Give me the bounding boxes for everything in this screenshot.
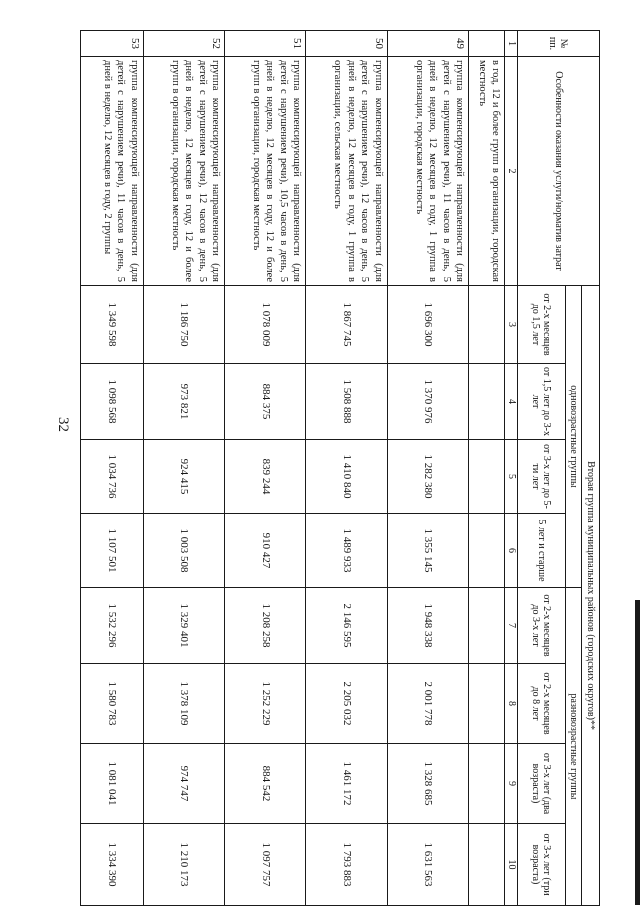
header-features: Особенности оказания услуги/норматив затрат [518,57,600,286]
table-row [225,31,306,906]
page-number: 32 [55,417,71,432]
cost-cell [469,364,505,440]
cost-cell [469,514,505,588]
cost-cell: 924 415 [143,440,224,514]
cost-cell: 1 186 750 [143,286,224,364]
column-index: 2 [505,57,518,286]
column-index: 6 [505,514,518,588]
row-number: 49 [387,31,468,57]
header-col-5: от 3-х лет до 5-ти лет [518,440,566,514]
cost-cell: 1 532 296 [81,588,144,664]
column-index: 10 [505,824,518,906]
cost-cell: 2 146 595 [306,588,387,664]
cost-cell: 1 328 685 [387,744,468,824]
header-col-4: от 1,5 лет до 3-х лет [518,364,566,440]
cost-cell [469,664,505,744]
cost-cell: 1 252 229 [225,664,306,744]
table-row [81,31,144,906]
header-single-age: одновозрастные группы [566,286,582,588]
cost-cell: 1 334 390 [81,824,144,906]
header-col-8: от 2-х месяцев до 8 лет [518,664,566,744]
table-row [387,31,468,906]
cost-cell: 884 375 [225,364,306,440]
column-index: 1 [505,31,518,57]
table-row [143,31,224,906]
cost-cell: 1 867 745 [306,286,387,364]
row-description: группа компенсирующей направленности (для детей с нарушением речи), 11 часов в день, 5 дней в неделю, 12 месяцев в году, 2 группы [81,57,144,286]
cost-cell: 1 081 041 [81,744,144,824]
cost-cell [469,440,505,514]
cost-cell: 1 696 300 [387,286,468,364]
cost-cell: 1 793 883 [306,824,387,906]
cost-cell: 1 210 173 [143,824,224,906]
header-col-7: от 2-х месяцев до 3-х лет [518,588,566,664]
row-number: 50 [306,31,387,57]
column-index: 4 [505,364,518,440]
cost-cell [469,744,505,824]
header-col-6: 5 лет и старше [518,514,566,588]
cost-cell: 910 427 [225,514,306,588]
cost-cell: 1 370 976 [387,364,468,440]
cost-cell: 839 244 [225,440,306,514]
row-number [469,31,505,57]
column-index: 8 [505,664,518,744]
header-col-9: от 3-х лет (два возраста) [518,744,566,824]
cost-cell: 2 001 778 [387,664,468,744]
cost-cell: 1 355 145 [387,514,468,588]
cost-cell [469,286,505,364]
row-number: 51 [225,31,306,57]
rotated-table-page [80,30,600,905]
cost-cell: 1 078 009 [225,286,306,364]
cost-cell: 1 410 840 [306,440,387,514]
cost-cell: 1 107 501 [81,514,144,588]
cost-cell: 1 461 172 [306,744,387,824]
row-description: группа компенсирующей направленности (для детей с нарушением речи), 11 часов в день, 5 дней в неделю, 12 месяцев в году, 1 группа в организации, городская местность [387,57,468,286]
cost-cell: 1 378 109 [143,664,224,744]
cost-cell [469,824,505,906]
header-mixed-age: разновозрастные группы [566,588,582,906]
header-group-title: Вторая группа муниципальных районов (городских округов)** [582,286,600,906]
cost-cell: 1 097 757 [225,824,306,906]
header-col-10: от 3-х лет (три возраста) [518,824,566,906]
cost-cell: 1 508 888 [306,364,387,440]
cost-cell: 1 282 380 [387,440,468,514]
cost-cell: 973 821 [143,364,224,440]
header-no: № пп. [518,31,600,57]
cost-norms-table [80,30,600,906]
cost-cell: 2 205 032 [306,664,387,744]
cost-cell: 1 003 508 [143,514,224,588]
row-description: в год, 12 и более групп в организации, городская местность [469,57,505,286]
header-col-3: от 2-х месяцев до 1,5 лет [518,286,566,364]
cost-cell: 1 948 338 [387,588,468,664]
cost-cell: 884 542 [225,744,306,824]
column-index: 9 [505,744,518,824]
cost-cell: 1 329 401 [143,588,224,664]
row-description: группа компенсирующей направленности (для детей с нарушением речи), 12 часов в день, 5 дней в неделю, 12 месяцев в году, 12 и более групп в организации, городская местность [143,57,224,286]
cost-cell: 1 631 563 [387,824,468,906]
table-row [469,31,505,906]
column-index: 3 [505,286,518,364]
cost-cell: 1 034 736 [81,440,144,514]
row-number: 52 [143,31,224,57]
cost-cell: 1 208 258 [225,588,306,664]
table-row [306,31,387,906]
cost-cell: 974 747 [143,744,224,824]
cost-cell: 1 349 598 [81,286,144,364]
column-index: 5 [505,440,518,514]
cost-cell: 1 098 568 [81,364,144,440]
row-number: 53 [81,31,144,57]
cost-cell [469,588,505,664]
row-description: группа компенсирующей направленности (для детей с нарушением речи), 10,5 часов в день, 5 дней в неделю, 12 месяцев в году, 12 и более групп в организации, городская местность [225,57,306,286]
cost-cell: 1 489 933 [306,514,387,588]
scan-edge-bar [635,600,640,905]
cost-cell: 1 580 783 [81,664,144,744]
row-description: группа компенсирующей направленности (для детей с нарушением речи), 12 часов в день, 5 дней в неделю, 12 месяцев в году, 1 группа в организации, сельская местность [306,57,387,286]
column-index: 7 [505,588,518,664]
